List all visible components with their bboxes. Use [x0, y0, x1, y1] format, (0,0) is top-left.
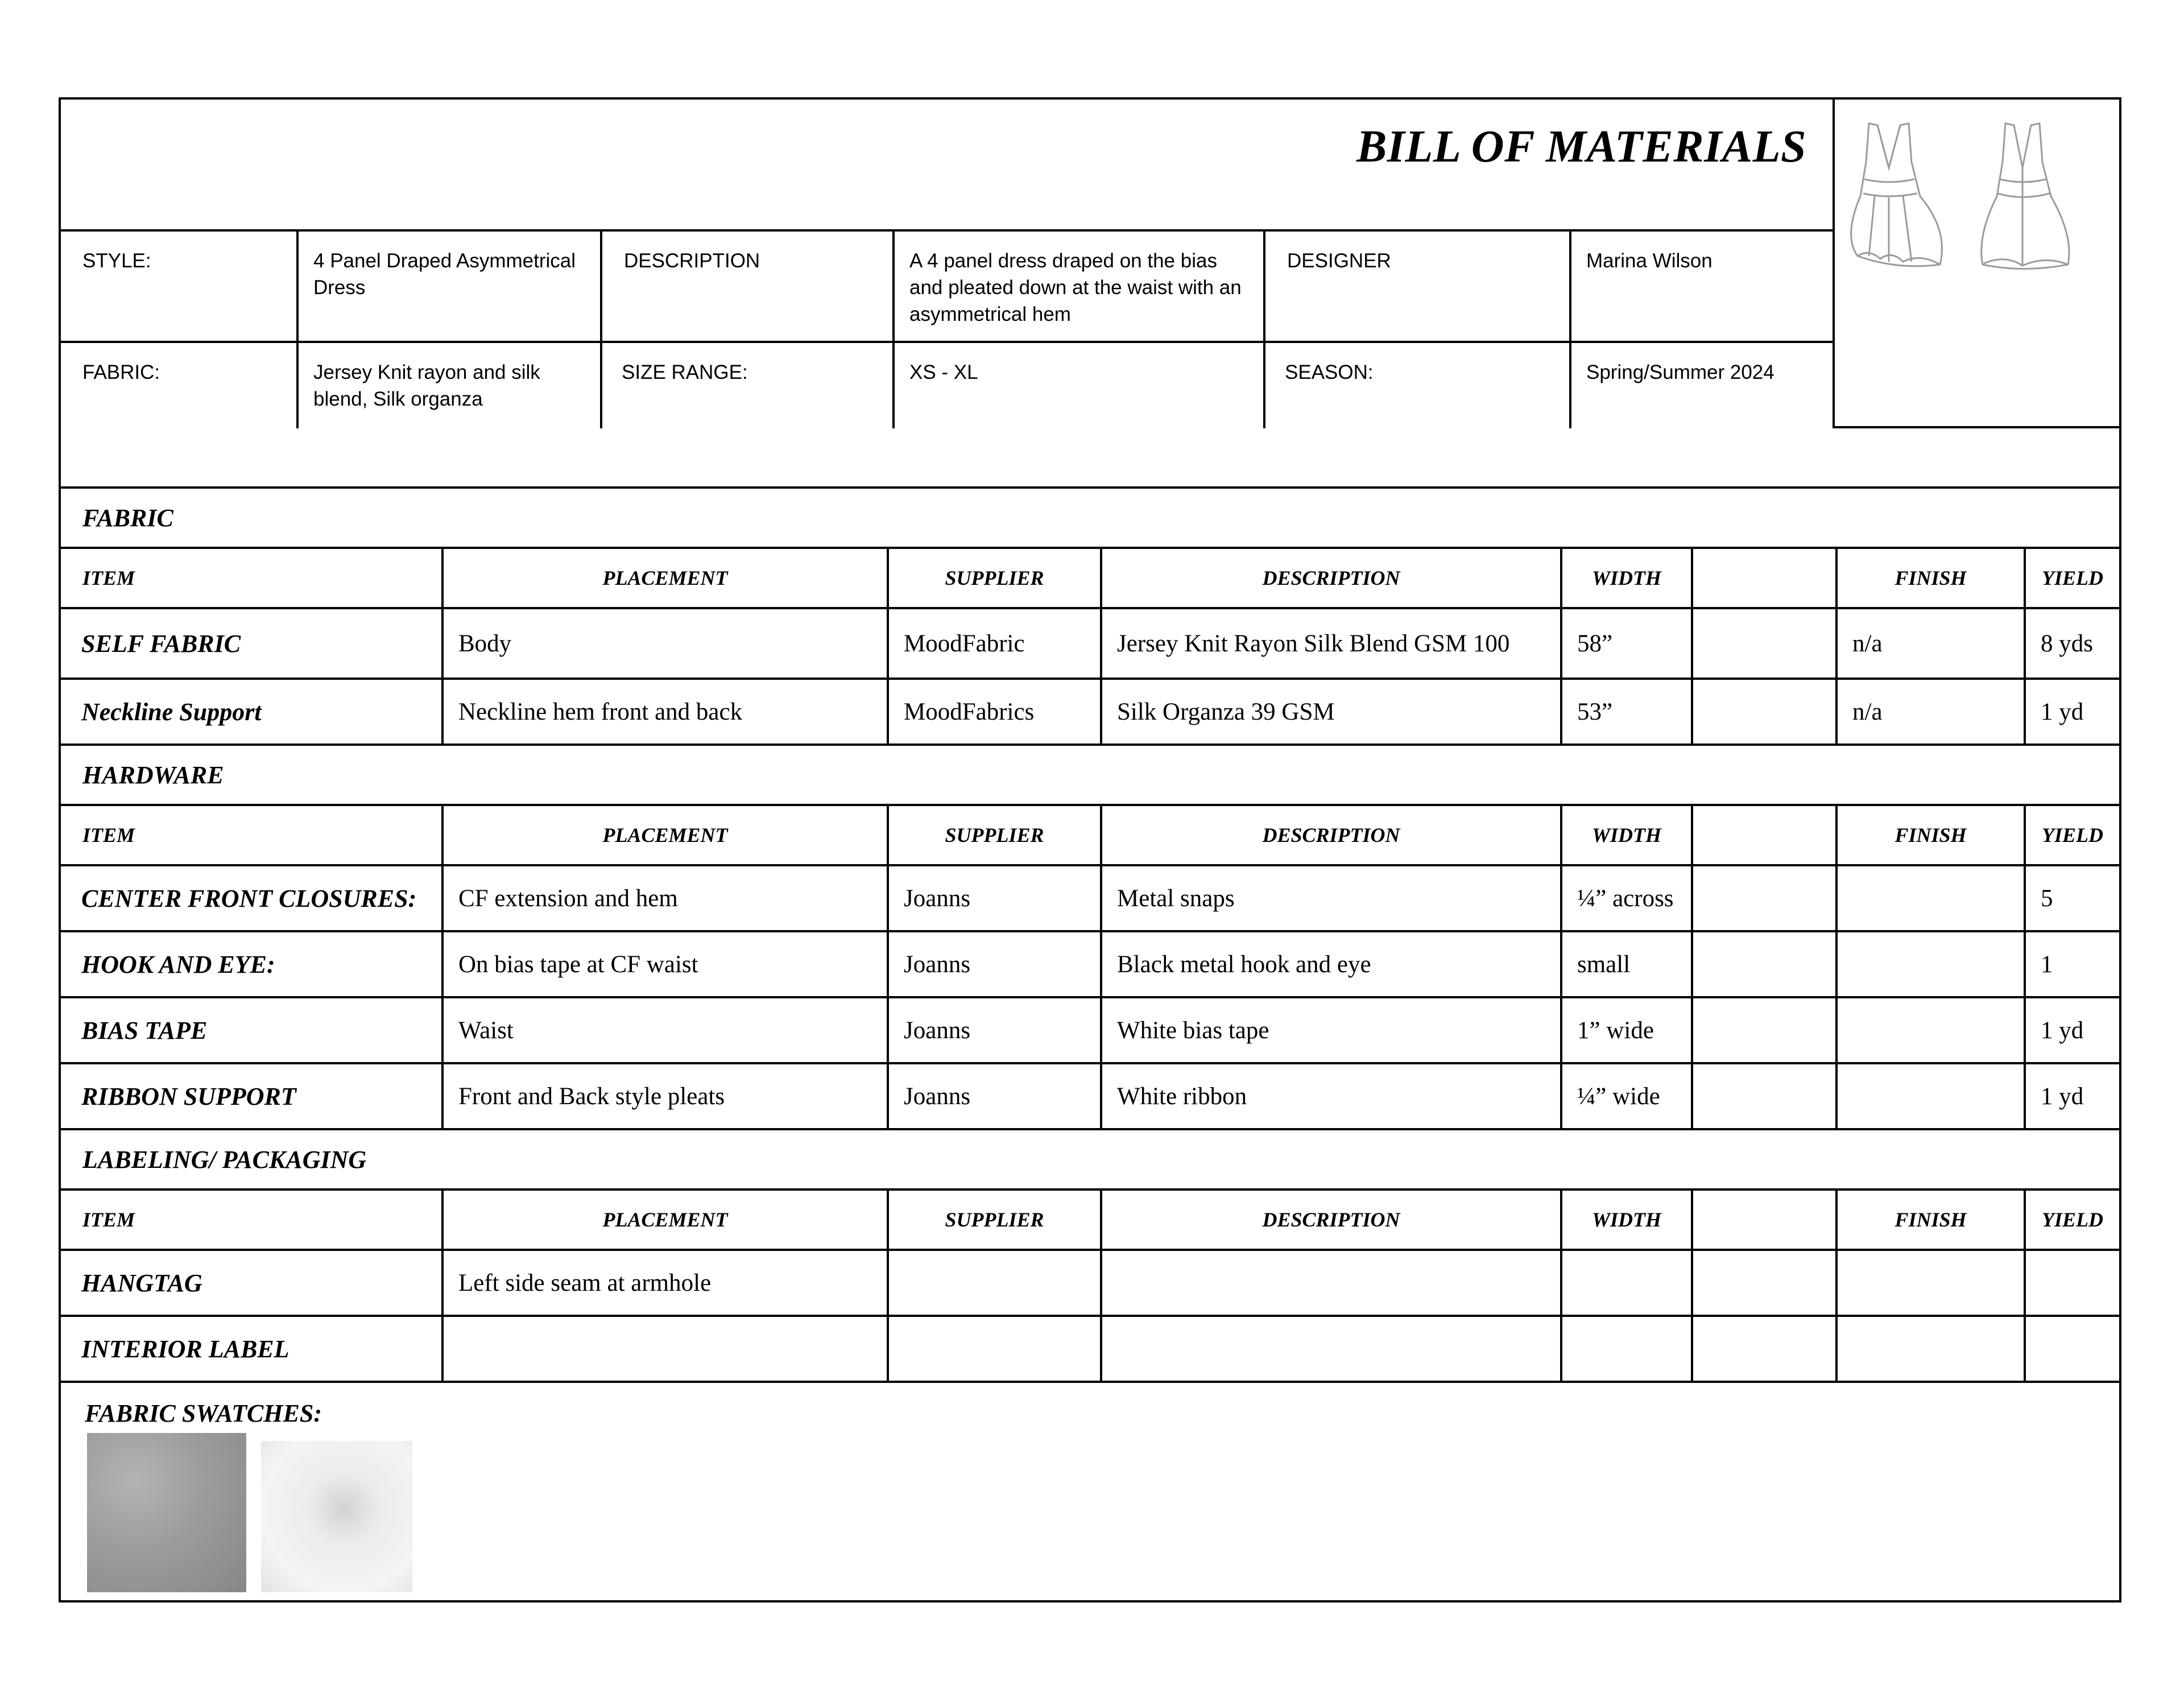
season-label: SEASON: — [1265, 343, 1571, 428]
col-blank — [1693, 806, 1838, 864]
swatch-silk-organza — [87, 1433, 246, 1592]
cell-width: 1” wide — [1562, 998, 1693, 1062]
cell-yield: 1 yd — [2041, 1017, 2084, 1044]
cell-placement: Body — [444, 609, 889, 678]
cell-yield — [2026, 1317, 2119, 1381]
section-fabric: FABRIC — [61, 489, 2119, 549]
table-row — [61, 866, 2119, 932]
cell-placement — [444, 1317, 889, 1381]
cell-supplier: Joanns — [889, 998, 1102, 1062]
col-placement: PLACEMENT — [444, 549, 889, 607]
style-label: STYLE: — [61, 232, 299, 341]
cell-width: small — [1562, 932, 1693, 996]
cell-item: HOOK AND EYE: — [61, 932, 444, 996]
designer-label: DESIGNER — [1265, 232, 1571, 341]
page-title: BILL OF MATERIALS — [1356, 122, 1806, 172]
cell-placement: Neckline hem front and back — [444, 680, 889, 744]
cell-placement: Front and Back style pleats — [444, 1064, 889, 1128]
cell-finish: n/a — [1838, 680, 2026, 744]
cell-description: Jersey Knit Rayon Silk Blend GSM 100 — [1102, 609, 1562, 678]
labeling-column-headers — [61, 1191, 2119, 1251]
col-yield: YIELD — [2042, 1208, 2103, 1231]
cell-item: HANGTAG — [61, 1251, 444, 1315]
col-item: ITEM — [61, 1191, 444, 1249]
col-placement: PLACEMENT — [444, 806, 889, 864]
cell-item: BIAS TAPE — [61, 998, 444, 1062]
cell-width: ¼” wide — [1562, 1064, 1693, 1128]
size-range-label: SIZE RANGE: — [602, 343, 895, 428]
cell-finish: n/a — [1838, 609, 2026, 678]
col-description: DESCRIPTION — [1102, 806, 1562, 864]
fabric-column-headers — [61, 549, 2119, 609]
col-supplier: SUPPLIER — [889, 1191, 1102, 1249]
col-item: ITEM — [61, 806, 444, 864]
section-labeling-packaging: LABELING/ PACKAGING — [61, 1130, 2119, 1191]
description-label: DESCRIPTION — [602, 232, 895, 341]
cell-blank — [1693, 998, 1838, 1062]
cell-description: White ribbon — [1102, 1064, 1562, 1128]
col-supplier: SUPPLIER — [889, 806, 1102, 864]
col-finish: FINISH — [1838, 806, 2026, 864]
col-blank — [1693, 1191, 1838, 1249]
cell-supplier: Joanns — [889, 932, 1102, 996]
cell-supplier — [889, 1251, 1102, 1315]
fabric-value: Jersey Knit rayon and silk blend, Silk organza — [299, 343, 602, 428]
cell-placement: Left side seam at armhole — [444, 1251, 889, 1315]
cell-yield: 1 yd — [2041, 698, 2084, 725]
col-width: WIDTH — [1562, 549, 1693, 607]
cell-width: ¼” across — [1562, 866, 1693, 930]
cell-width: 58” — [1562, 609, 1693, 678]
cell-item: RIBBON SUPPORT — [61, 1064, 444, 1128]
cell-finish — [1838, 866, 2026, 930]
col-finish: FINISH — [1838, 1191, 2026, 1249]
cell-supplier — [889, 1317, 1102, 1381]
cell-yield: 8 yds — [2041, 630, 2093, 657]
cell-yield: 1 — [2041, 951, 2053, 978]
designer-value: Marina Wilson — [1586, 250, 1713, 272]
cell-supplier: Joanns — [889, 1064, 1102, 1128]
cell-description: Metal snaps — [1102, 866, 1562, 930]
table-row — [61, 1317, 2119, 1383]
swatch-jersey-knit — [261, 1441, 412, 1592]
col-description: DESCRIPTION — [1102, 549, 1562, 607]
cell-supplier: Joanns — [889, 866, 1102, 930]
cell-item: CENTER FRONT CLOSURES: — [61, 866, 444, 930]
col-yield: YIELD — [2042, 567, 2103, 589]
section-hardware: HARDWARE — [61, 746, 2119, 806]
cell-finish — [1838, 1317, 2026, 1381]
cell-description — [1102, 1251, 1562, 1315]
col-yield: YIELD — [2042, 824, 2103, 846]
cell-yield: 1 yd — [2041, 1083, 2084, 1110]
description-value: A 4 panel dress draped on the bias and pleated down at the waist with an asymmetrical hem — [895, 232, 1265, 341]
table-row — [61, 1251, 2119, 1317]
cell-width: 53” — [1562, 680, 1693, 744]
cell-blank — [1693, 1317, 1838, 1381]
cell-width — [1562, 1317, 1693, 1381]
cell-supplier: MoodFabric — [889, 609, 1102, 678]
table-row — [61, 609, 2119, 680]
cell-item: INTERIOR LABEL — [61, 1317, 444, 1381]
cell-width — [1562, 1251, 1693, 1315]
cell-finish — [1838, 1064, 2026, 1128]
bom-sheet — [59, 97, 2121, 1602]
swatches-area — [61, 1383, 2119, 1600]
cell-finish — [1838, 1251, 2026, 1315]
cell-description: Black metal hook and eye — [1102, 932, 1562, 996]
col-finish: FINISH — [1838, 549, 2026, 607]
spacer-row — [61, 428, 2119, 489]
title-area — [61, 100, 1835, 232]
cell-yield — [2026, 1251, 2119, 1315]
col-blank — [1693, 549, 1838, 607]
swatches-title: FABRIC SWATCHES: — [85, 1399, 322, 1427]
hardware-column-headers — [61, 806, 2119, 866]
cell-item: SELF FABRIC — [61, 609, 444, 678]
cell-blank — [1693, 609, 1838, 678]
cell-description: White bias tape — [1102, 998, 1562, 1062]
style-value: 4 Panel Draped Asymmetrical Dress — [299, 232, 602, 341]
cell-description — [1102, 1317, 1562, 1381]
col-supplier: SUPPLIER — [889, 549, 1102, 607]
dress-flat-sketch-icon — [1835, 100, 2119, 270]
cell-placement: Waist — [444, 998, 889, 1062]
table-row — [61, 1064, 2119, 1130]
cell-blank — [1693, 866, 1838, 930]
table-row — [61, 932, 2119, 998]
cell-yield: 5 — [2041, 885, 2053, 912]
cell-supplier: MoodFabrics — [889, 680, 1102, 744]
cell-placement: CF extension and hem — [444, 866, 889, 930]
cell-placement: On bias tape at CF waist — [444, 932, 889, 996]
size-range-value: XS - XL — [895, 343, 1265, 428]
col-width: WIDTH — [1562, 1191, 1693, 1249]
season-value: Spring/Summer 2024 — [1586, 361, 1774, 383]
cell-description: Silk Organza 39 GSM — [1102, 680, 1562, 744]
fabric-label: FABRIC: — [61, 343, 299, 428]
dress-sketch — [1835, 100, 2119, 428]
col-description: DESCRIPTION — [1102, 1191, 1562, 1249]
cell-finish — [1838, 932, 2026, 996]
cell-blank — [1693, 680, 1838, 744]
col-width: WIDTH — [1562, 806, 1693, 864]
fabric-info-row — [61, 343, 1835, 428]
table-row — [61, 680, 2119, 746]
col-placement: PLACEMENT — [444, 1191, 889, 1249]
cell-item: Neckline Support — [61, 680, 444, 744]
table-row — [61, 998, 2119, 1064]
col-item: ITEM — [61, 549, 444, 607]
cell-blank — [1693, 1064, 1838, 1128]
style-info-row — [61, 232, 1835, 343]
cell-blank — [1693, 1251, 1838, 1315]
cell-finish — [1838, 998, 2026, 1062]
cell-blank — [1693, 932, 1838, 996]
